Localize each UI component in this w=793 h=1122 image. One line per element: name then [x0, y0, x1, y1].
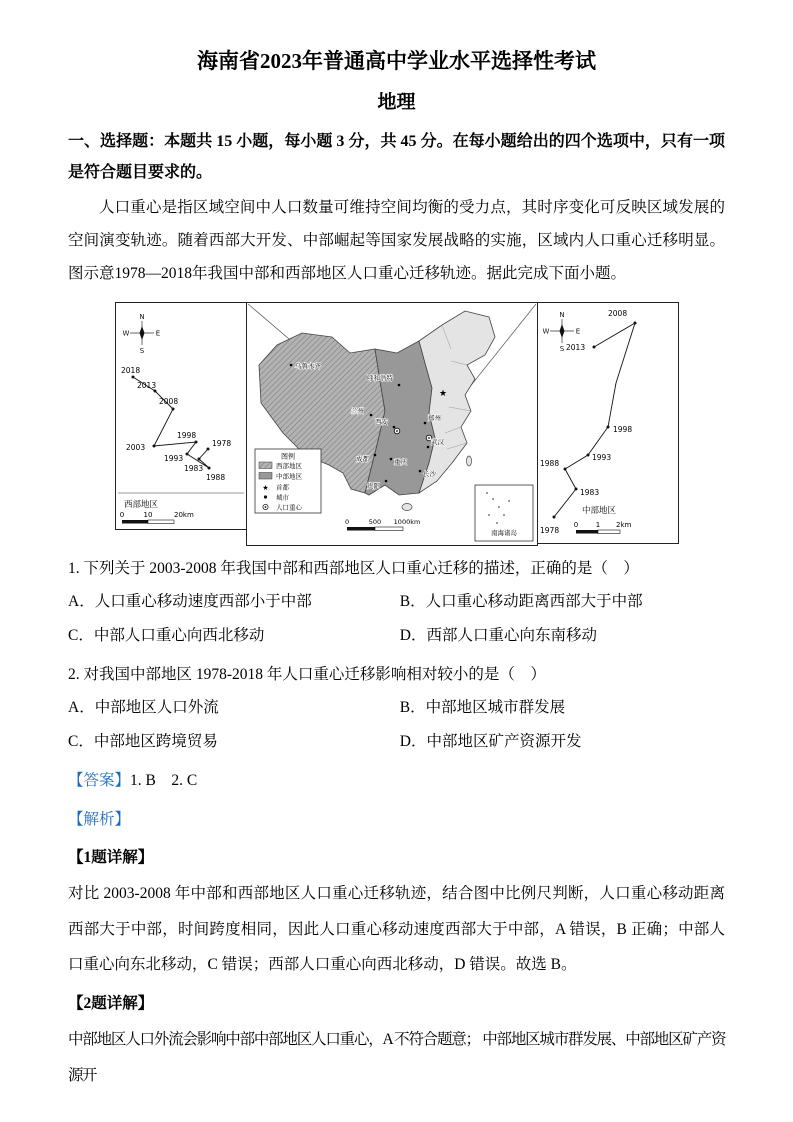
svg-text:西安: 西安: [374, 418, 388, 427]
west-trajectory-panel: [115, 302, 247, 530]
svg-text:兰州: 兰州: [350, 407, 364, 416]
map-legend: [255, 449, 321, 513]
year-label: 2008: [158, 397, 178, 407]
year-label: 1978: [539, 526, 559, 536]
year-label: 1998: [176, 431, 196, 441]
option-2b: B．中部地区城市群发展: [399, 699, 566, 717]
detail-1-text: 对比 2003-2008 年中部和西部地区人口重心迁移轨迹，结合图中比例尺判断，人口重心移动距离西部大于中部，时间跨度相同，因此人口重心移动速度西部大于中部，A 错误，B 正确；中部人口重心向东北移动，C 错误；西部人口重心向西北移动，D 错误。故选 B。: [68, 884, 725, 974]
year-label: 2003: [125, 443, 145, 453]
svg-text:呼和浩特: 呼和浩特: [366, 374, 393, 383]
question-2-options: [68, 691, 725, 758]
question-2-stem: 2. 对我国中部地区 1978-2018 年人口重心迁移影响相对较小的是（ ）: [68, 666, 546, 684]
central-year-labels: [540, 309, 632, 535]
option-2c: C．中部地区跨境贸易: [68, 732, 218, 750]
svg-text:武汉: 武汉: [430, 438, 444, 447]
svg-text:乌鲁木齐: 乌鲁木齐: [294, 362, 321, 371]
svg-text:成都: 成都: [355, 455, 369, 464]
svg-text:长沙: 长沙: [422, 470, 436, 479]
detail-2-label: 【2题详解】: [68, 994, 154, 1012]
south-china-sea-inset: [475, 485, 533, 541]
compass-n: N: [558, 311, 565, 320]
detail-2-text: 中部地区人口外流会影响中部中部地区人口重心，A 不符合题意； 中部地区城市群发展、中部地区矿产资源开: [68, 1031, 725, 1084]
year-label: 2013: [136, 381, 156, 391]
compass-e: E: [155, 329, 160, 338]
svg-text:首都: 首都: [275, 483, 289, 492]
compass-s: S: [139, 347, 144, 356]
year-label: 1993: [163, 454, 183, 464]
doc-subject: 地理: [377, 91, 416, 113]
compass-w: W: [542, 327, 549, 336]
svg-text:2km: 2km: [615, 521, 631, 530]
year-label: 1988: [539, 459, 559, 469]
question-1-options: [68, 585, 725, 652]
legend-capital-star-icon: ★: [261, 484, 269, 493]
svg-text:0: 0: [573, 521, 578, 530]
option-1b: B．人口重心移动距离西部大于中部: [399, 593, 643, 611]
svg-text:人口重心: 人口重心: [275, 503, 302, 512]
central-trajectory-panel: [537, 302, 679, 544]
compass-w: W: [122, 329, 129, 338]
west-scale-bar: [119, 511, 193, 524]
compass-s: S: [559, 345, 564, 354]
west-year-labels: [121, 366, 231, 482]
svg-text:西部地区: 西部地区: [275, 462, 302, 471]
central-region-label: 中部地区: [581, 506, 616, 517]
year-label: 2013: [565, 343, 585, 353]
taiwan-island-shape: [466, 456, 471, 466]
svg-text:重庆: 重庆: [393, 458, 407, 467]
svg-text:贵阳: 贵阳: [366, 482, 380, 491]
west-region-label: 西部地区: [123, 500, 158, 511]
year-label: 1993: [591, 453, 611, 463]
svg-text:城市: 城市: [275, 493, 289, 502]
capital-star-icon: ★: [438, 389, 447, 400]
option-1c: C．中部人口重心向西北移动: [68, 626, 265, 644]
compass-icon: [122, 313, 160, 355]
year-label: 2008: [607, 309, 627, 319]
hainan-island-shape: [402, 504, 412, 511]
svg-text:0: 0: [344, 518, 349, 527]
section-heading: 一、选择题：本题共 15 小题，每小题 3 分，共 45 分。在每小题给出的四个选项中，只有一项是符合题目要求的。: [68, 133, 725, 182]
year-label: 1998: [612, 425, 632, 435]
answer-label: 【答案】: [68, 771, 131, 789]
figure-population-centers: [68, 302, 725, 546]
svg-text:0: 0: [119, 511, 124, 520]
doc-title: 海南省2023年普通高中学业水平选择性考试: [197, 49, 596, 73]
detail-1-label: 【1题详解】: [68, 848, 154, 866]
legend-title: 图例: [280, 452, 295, 461]
svg-text:500: 500: [368, 518, 381, 527]
option-2a: A．中部地区人口外流: [68, 699, 219, 717]
east-region-shape: [419, 311, 495, 493]
legend-west-swatch: [259, 462, 272, 469]
option-2d: D．中部地区矿产资源开发: [399, 732, 582, 750]
svg-text:1: 1: [595, 521, 600, 530]
year-label: 2018: [120, 366, 140, 376]
svg-text:中部地区: 中部地区: [275, 472, 302, 481]
year-label: 1988: [205, 473, 225, 483]
analysis-label: 【解析】: [68, 811, 131, 829]
intro-paragraph: 人口重心是指区域空间中人口数量可维持空间均衡的受力点，其时序变化可反映区域发展的空间演变轨迹。随着西部大开发、中部崛起等国家发展战略的实施，区域内人口重心迁移明显。图示意1978—2018年我国中部和西部地区人口重心迁移轨迹。据此完成下面小题。: [68, 199, 725, 282]
svg-text:10: 10: [143, 511, 152, 520]
question-1-stem: 1. 下列关于 2003-2008 年我国中部和西部地区人口重心迁移的描述，正确的是（ ）: [68, 560, 639, 578]
svg-text:1000km: 1000km: [393, 518, 420, 527]
legend-city-dot-icon: [263, 496, 266, 499]
map-scale-bar: [344, 518, 419, 531]
option-1d: D．西部人口重心向东南移动: [399, 626, 597, 644]
answer-line: [68, 764, 725, 797]
svg-text:郑州: 郑州: [427, 414, 441, 423]
year-label: 1983: [183, 464, 203, 474]
central-scale-bar: [573, 521, 631, 534]
legend-central-swatch: [259, 473, 272, 480]
analysis-line: [68, 803, 725, 836]
option-1a: A．人口重心移动速度西部小于中部: [68, 593, 312, 611]
svg-text:20km: 20km: [173, 511, 194, 520]
inset-label: 南海诸岛: [490, 529, 517, 538]
answer-text: 1. B 2. C: [130, 771, 198, 789]
compass-n: N: [138, 313, 145, 322]
population-centroid-west: [394, 428, 400, 434]
year-label: 1983: [579, 488, 599, 498]
year-label: 1978: [211, 439, 231, 449]
china-map-panel: [246, 302, 538, 546]
compass-e: E: [575, 327, 580, 336]
